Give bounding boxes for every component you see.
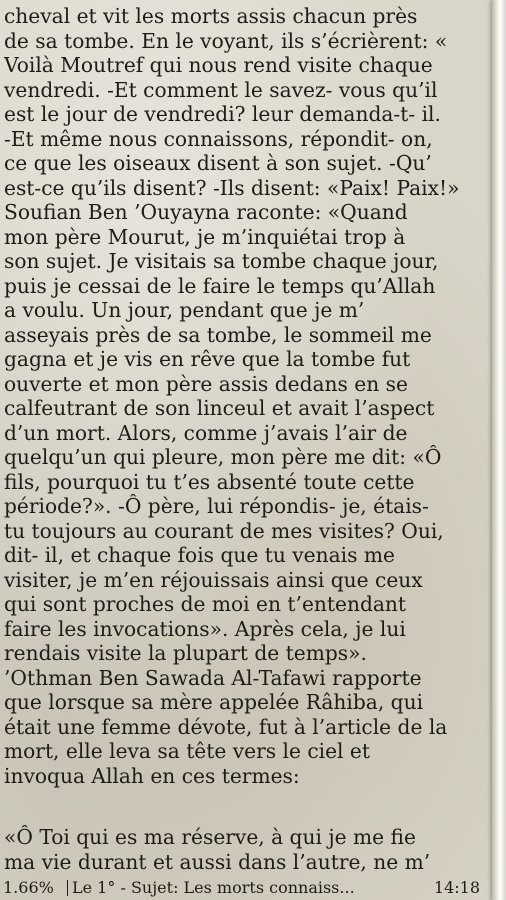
text-line: -Et même nous connaissons, répondit- on,	[4, 126, 433, 151]
text-line: visiter, je m’en réjouissais ainsi que ceux	[4, 567, 423, 592]
text-line: de sa tombe. En le voyant, ils s’écrièrent: «	[4, 28, 448, 53]
text-line: mort, elle leva sa tête vers le ciel et	[4, 739, 370, 763]
text-line: d’un mort. Alors, comme j’avais l’air de	[4, 420, 408, 445]
text-line: dit- il, et chaque fois que tu venais me	[4, 543, 395, 567]
text-line: est-ce qu’ils disent? -Ils disent: «Paix! Paix!»	[4, 175, 460, 200]
text-line: ma vie durant et aussi dans l’autre, ne m’	[4, 849, 431, 874]
text-line: fils, pourquoi tu t’es absenté toute cette	[4, 469, 415, 494]
text-line: quelqu’un qui pleure, mon père me dit: «Ô	[4, 445, 442, 469]
text-line: asseyais près de sa tombe, le sommeil me	[4, 322, 432, 347]
reader-status-bar	[0, 876, 492, 900]
text-line: ouverte et mon père assis dedans en se	[4, 371, 408, 396]
text-line: mon père Mourut, je m’inquiétai trop à	[4, 224, 406, 249]
text-line: période?». -Ô père, lui répondis- je, étais-	[4, 494, 429, 518]
text-line: cheval et vit les morts assis chacun près	[4, 4, 418, 28]
page-edge-curl[interactable]	[492, 0, 506, 900]
text-line: a voulu. Un jour, pendant que je m’	[4, 298, 365, 322]
paragraph-gap	[4, 788, 488, 825]
text-line: était une femme dévote, fut à l’article de la	[4, 714, 448, 739]
text-line: Soufian Ben ’Ouyayna raconte: «Quand	[4, 200, 408, 224]
text-line: ’Othman Ben Sawada Al-Tafawi rapporte	[4, 665, 422, 690]
text-line: qui sont proches de moi en t’entendant	[4, 592, 407, 616]
page-text	[4, 4, 488, 874]
text-line: que lorsque sa mère appelée Râhiba, qui	[4, 690, 424, 714]
status-divider	[67, 880, 68, 896]
text-line: «Ô Toi qui es ma réserve, à qui je me fie	[4, 825, 416, 849]
reading-progress: 1.66%	[3, 878, 54, 897]
clock-time: 14:18	[433, 878, 480, 897]
text-line: vendredi. -Et comment le savez- vous qu’il	[4, 77, 438, 102]
text-line: son sujet. Je visitais sa tombe chaque jour,	[4, 249, 439, 273]
text-line: calfeutrant de son linceul et avait l’aspect	[4, 396, 435, 420]
text-line: rendais visite la plupart de temps».	[4, 641, 367, 665]
text-line: puis je cessai de le faire le temps qu’Allah	[4, 273, 436, 298]
text-line: gagna et je vis en rêve que la tombe fut	[4, 347, 411, 371]
chapter-title: Le 1° - Sujet: Les morts connaiss...	[72, 878, 355, 897]
text-line: ce que les oiseaux disent à son sujet. -Qu’	[4, 151, 432, 175]
text-line: tu toujours au courant de mes visites? Oui,	[4, 518, 444, 543]
text-line: est le jour de vendredi? leur demanda-t- il.	[4, 102, 441, 126]
text-line: faire les invocations». Après cela, je lui	[4, 616, 406, 641]
text-line: Voilà Moutref qui nous rend visite chaque	[4, 53, 433, 77]
text-line: invoqua Allah en ces termes:	[4, 763, 300, 788]
